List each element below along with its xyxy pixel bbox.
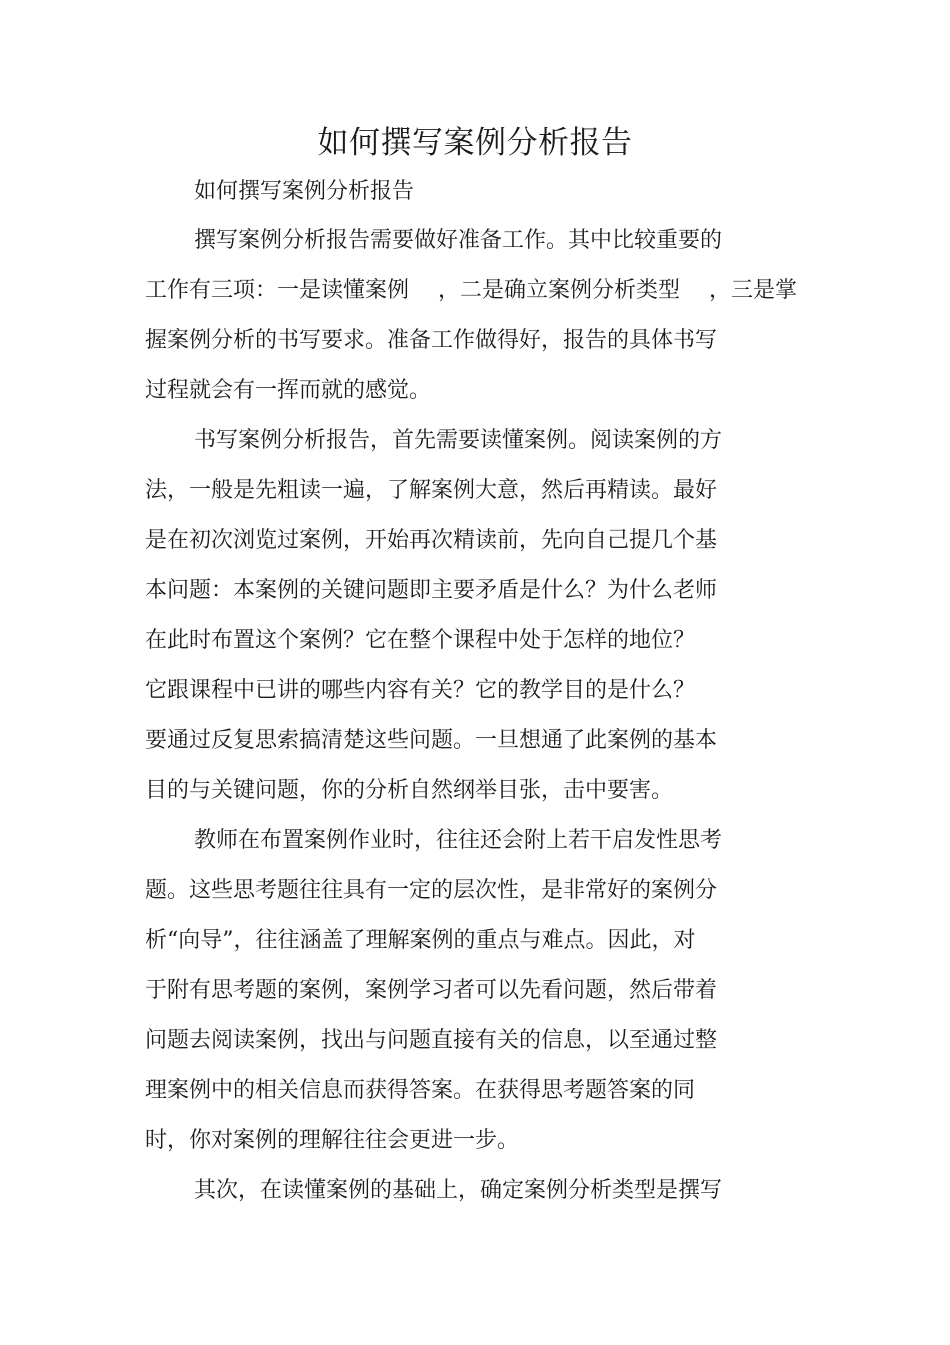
paragraph-line: 本问题：本案例的关键问题即主要矛盾是什么？为什么老师 [145,578,718,603]
paragraph-line: 撰写案例分析报告需要做好准备工作。其中比较重要的 [194,228,723,253]
paragraph-line: 问题去阅读案例，找出与问题直接有关的信息，以至通过整 [145,1028,718,1053]
paragraph-line: 握案例分析的书写要求。准备工作做得好，报告的具体书写 [145,328,718,353]
paragraph-line: 时，你对案例的理解往往会更进一步。 [145,1128,520,1153]
paragraph-line: 它跟课程中已讲的哪些内容有关？它的教学目的是什么？ [145,678,696,703]
paragraph-line: 其次，在读懂案例的基础上，确定案例分析类型是撰写 [194,1178,723,1203]
paragraph-line: 在此时布置这个案例？它在整个课程中处于怎样的地位？ [145,628,696,653]
paragraph-line: 法，一般是先粗读一遍，了解案例大意，然后再精读。最好 [145,478,718,503]
paragraph-line: 理案例中的相关信息而获得答案。在获得思考题答案的同 [145,1078,696,1103]
paragraph-line: 题。这些思考题往往具有一定的层次性，是非常好的案例分 [145,878,718,903]
paragraph-line: 书写案例分析报告，首先需要读懂案例。阅读案例的方 [194,428,723,453]
subtitle-line: 如何撰写案例分析报告 [194,179,415,204]
document-title: 如何撰写案例分析报告 [317,125,633,161]
paragraph-line: 要通过反复思索搞清楚这些问题。一旦想通了此案例的基本 [145,728,718,753]
paragraph-line: 教师在布置案例作业时，往往还会附上若干启发性思考 [194,828,723,853]
paragraph-line: 过程就会有一挥而就的感觉。 [145,378,432,403]
paragraph-line: 目的与关键问题，你的分析自然纲举目张，击中要害。 [145,778,674,803]
paragraph-line: 是在初次浏览过案例，开始再次精读前，先向自己提几个基 [145,528,718,553]
paragraph-line: 析“向导”，往往涵盖了理解案例的重点与难点。因此，对 [145,928,696,953]
paragraph-line: 工作有三项：一是读懂案例 ，二是确立案例分析类型 ，三是掌 [145,278,797,303]
paragraph-line: 于附有思考题的案例，案例学习者可以先看问题，然后带着 [145,978,718,1003]
